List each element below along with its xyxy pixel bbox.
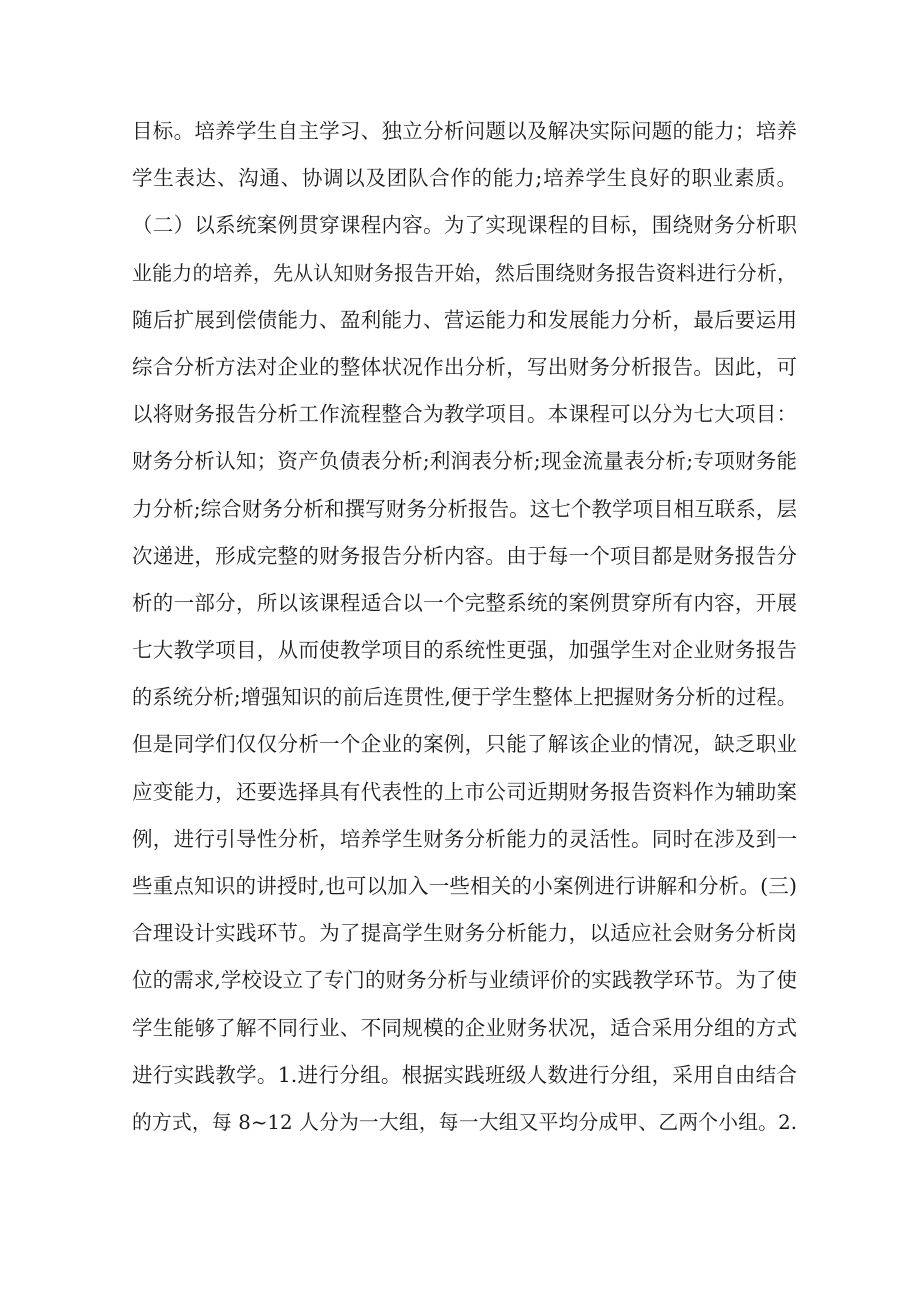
text-line: 以将财务报告分析工作流程整合为教学项目。本课程可以分为七大项目： (132, 402, 797, 427)
body-text (132, 108, 797, 1146)
text-line: 目标。培养学生自主学习、独立分析问题以及解决实际问题的能力；培养 (132, 119, 797, 143)
text-line: 位的需求,学校设立了专门的财务分析与业绩评价的实践教学环节。为了使 (132, 968, 797, 993)
text-line: 合理设计实践环节。为了提高学生财务分析能力，以适应社会财务分析岗 (132, 921, 797, 946)
text-line: 的系统分析;增强知识的前后连贯性,便于学生整体上把握财务分析的过程。 (132, 685, 797, 710)
text-line: 的方式，每 8~12 人分为一大组，每一大组又平均分成甲、乙两个小组。2. (132, 1110, 797, 1134)
text-line: 学生能够了解不同行业、不同规模的企业财务状况，适合采用分组的方式 (132, 1015, 797, 1040)
text-line: 随后扩展到偿债能力、盈利能力、营运能力和发展能力分析，最后要运用 (132, 307, 797, 332)
text-line: 析的一部分，所以该课程适合以一个完整系统的案例贯穿所有内容，开展 (132, 590, 797, 615)
text-line: 应变能力，还要选择具有代表性的上市公司近期财务报告资料作为辅助案 (132, 779, 797, 804)
text-line: 例，进行引导性分析，培养学生财务分析能力的灵活性。同时在涉及到一 (132, 826, 797, 851)
text-line: 力分析;综合财务分析和撰写财务分析报告。这七个教学项目相互联系，层 (132, 496, 797, 521)
text-line: 学生表达、沟通、协调以及团队合作的能力;培养学生良好的职业素质。 (132, 166, 797, 191)
text-line: 但是同学们仅仅分析一个企业的案例，只能了解该企业的情况，缺乏职业 (132, 732, 797, 757)
text-line: 进行实践教学。1.进行分组。根据实践班级人数进行分组，采用自由结合 (132, 1062, 797, 1087)
text-line: 综合分析方法对企业的整体状况作出分析，写出财务分析报告。因此，可 (132, 354, 797, 379)
text-line: 财务分析认知；资产负债表分析;利润表分析;现金流量表分析;专项财务能 (132, 449, 797, 474)
text-line: 次递进，形成完整的财务报告分析内容。由于每一个项目都是财务报告分 (132, 543, 797, 568)
text-line: 业能力的培养，先从认知财务报告开始，然后围绕财务报告资料进行分析， (132, 260, 797, 285)
text-line: 七大教学项目，从而使教学项目的系统性更强，加强学生对企业财务报告 (132, 638, 797, 663)
text-line: 些重点知识的讲授时,也可以加入一些相关的小案例进行讲解和分析。(三) (132, 874, 797, 898)
text-line: （二）以系统案例贯穿课程内容。为了实现课程的目标，围绕财务分析职 (132, 213, 797, 238)
